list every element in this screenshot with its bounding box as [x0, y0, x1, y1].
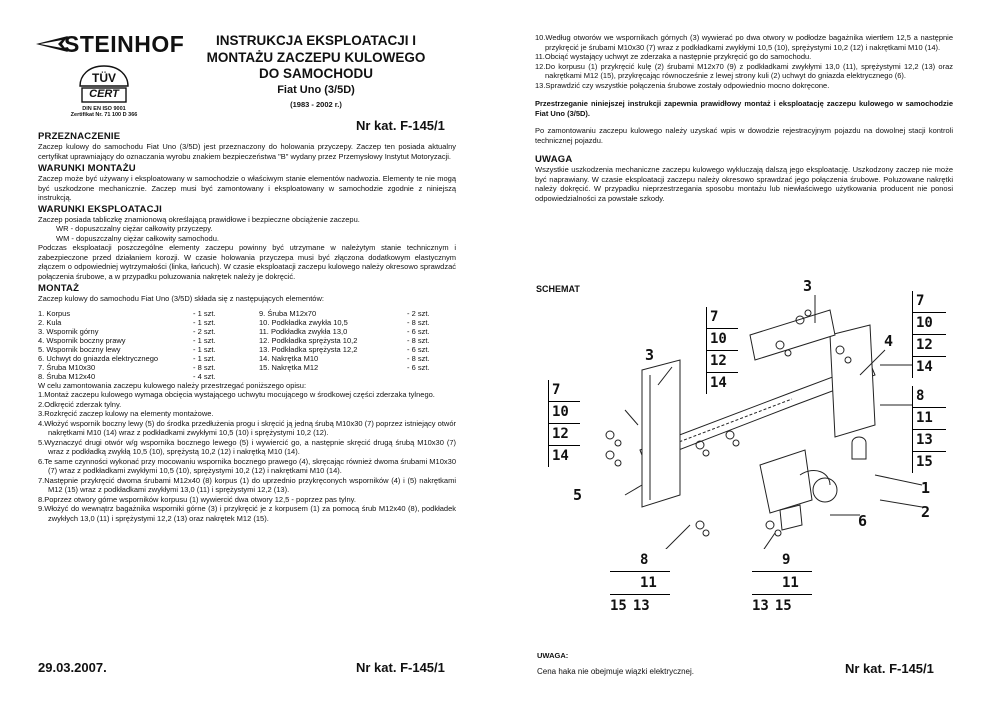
instruction-step: 4.Włożyć wspornik boczny lewy (5) do środka przedłużenia progu i skręcić ją jedną śrubą M10x30 (7) poprzez istniejący otwór nakrętkami M10 (14) wraz z podkładkami zwykłymi 10,5 (10) i sprężystymi 10,2 (12). [38, 418, 456, 437]
przeznaczenie-text: Zaczep kulowy do samochodu Fiat Uno (3/5D) jest przeznaczony do holowania przyczepy. Zaczep ten posiada aktualny certyfikat uprawniający do oznaczania wyrobu znakiem bezpieczeństwa "B" wydany przez Przemysłowy Instytut Motoryzacji. [38, 142, 456, 161]
section-title-montaz: MONTAŻ [38, 283, 80, 294]
instruction-step: 7.Następnie przykręcić dwoma śrubami M12x40 (8) korpus (1) do uprzednio przykręconych wsporników (4) i (5) nakrętkami M12 (15) wraz z podkładkami zwykłymi 13,0 (11) i sprężystymi 12,2 (13). [38, 475, 456, 494]
label-box-number: 10 [912, 312, 946, 334]
label-box-number: 12 [548, 423, 580, 445]
warning-bold: Przestrzeganie niniejszej instrukcji zapewnia prawidłowy montaż i eksploatację zaczepu kulowego w samochodzie Fiat Uno (3/5D). [535, 99, 953, 118]
footer-date: 29.03.2007. [38, 660, 107, 675]
vehicle-name: Fiat Uno (3/5D) [277, 84, 355, 96]
cert-line2: Zertifikat Nr. 71 100 D 366 [70, 112, 138, 118]
parts-row [38, 309, 456, 318]
part-qty: - 4 szt. [193, 371, 216, 381]
registration-note: Po zamontowaniu zaczepu kulowego należy uzyskać wpis w dowodzie rejestracyjnym pojazdu na dowolnej stacji kontroli technicznej pojazdu. [535, 126, 953, 145]
label-box-number: 11 [912, 407, 946, 429]
label-box-left [548, 380, 580, 467]
label-box-number: 7 [706, 307, 738, 328]
schematic-label-1: 1 [921, 479, 931, 497]
uwaga-text: Wszystkie uszkodzenia mechaniczne zaczepu kulowego wykluczają dalszą jego eksploatację. Uszkodzony zaczep nie może być naprawiany. W czasie eksploatacji zaczepu należy okresowo sprawdzać jego połączenia śrubowe. Poluzowane nakrętki należy dokręcić. W przypadku nieprzestrzegania sposobu montażu lub niewłaściwego użytkowania producent nie ponosi odpowiedzialności za powstałe szkody. [535, 165, 953, 203]
part-qty: - 8 szt. [407, 335, 430, 345]
label-box-number: 8 [640, 552, 649, 568]
vehicle-years: (1983 - 2002 r.) [290, 100, 342, 109]
label-box-number: 10 [706, 328, 738, 350]
label-box-bottom-left [610, 549, 670, 617]
part-qty: - 1 szt. [193, 308, 216, 318]
label-box-number: 12 [912, 334, 946, 356]
part-name [259, 372, 407, 381]
part-qty: - 1 szt. [193, 317, 216, 327]
label-box-number: 15 [610, 598, 627, 614]
tuv-bottom-text: CERT [89, 88, 119, 100]
part-qty: - 1 szt. [193, 335, 216, 345]
footer-catalog-left: Nr kat. F-145/1 [356, 660, 445, 675]
eksploatacja-intro: Zaczep posiada tabliczkę znamionową określającą prawidłowe i bezpieczne obciążenie zaczepu. [38, 214, 360, 224]
label-box-top-mid [706, 307, 738, 394]
part-name: 5. Wspornik boczny lewy [38, 344, 121, 354]
label-box-number: 14 [912, 356, 946, 378]
part-qty: - 1 szt. [193, 353, 216, 363]
section-title-warunki-eksploatacji: WARUNKI EKSPLOATACJI [38, 203, 162, 215]
steps-right-list [535, 33, 953, 90]
tuv-top-text: TÜV [92, 71, 116, 85]
schemat-title: SCHEMAT [536, 284, 580, 294]
schematic-label-3-top: 3 [803, 277, 813, 295]
label-box-number: 10 [548, 401, 580, 423]
label-box-number: 9 [782, 552, 791, 568]
montaz-intro: Zaczep kulowy do samochodu Fiat Uno (3/5D) składa się z następujących elementów: [38, 294, 324, 303]
label-box-number: 11 [782, 575, 799, 591]
wr-text: WR - dopuszczalny ciężar całkowity przyczepy. [56, 224, 213, 233]
instruction-step: 6.Te same czynności wykonać przy mocowaniu wspornika bocznego prawego (4), skręcając również dwoma śrubami M10x30 (7) wraz z podkładkami zwykłymi 10,5 (10), sprężystymi 10,2 (12) i nakrętkami M10 (14). [38, 456, 456, 475]
label-box-number: 15 [912, 451, 946, 473]
eksploatacja-text: Podczas eksploatacji poszczególne elementy zaczepu powinny być utrzymane w należytym stanie technicznym i zabezpieczone przed działaniem korozji. W czasie holowania przyczepa musi być złączona dodatkowym elastycznym złączem o odpowiedniej wytrzymałości (linka, łańcuch). W czasie eksploatacji zaczepu kulowego należy okresowo sprawdzać połączenia śrubowe, a w przypadku poluzowania nakrętek należy je dokręcić. [38, 243, 456, 281]
instruction-step: 13.Sprawdzić czy wszystkie połączenia śrubowe zostały odpowiednio mocno dokręcone. [535, 80, 830, 90]
part-name: 14. Nakrętka M10 [259, 353, 319, 363]
label-box-number: 13 [752, 598, 769, 614]
section-title-przeznaczenie: PRZEZNACZENIE [38, 131, 121, 142]
part-name: 1. Korpus [38, 308, 71, 318]
parts-row [38, 354, 456, 363]
schematic-label-3: 3 [645, 346, 655, 364]
part-name: 10. Podkładka zwykła 10,5 [259, 317, 348, 327]
instruction-step: 5.Wyznaczyć drugi otwór w/g wspornika bocznego lewego (5) i wywiercić go, a następnie skręcić drugą śrubą M10x30 (7) wraz z podkładką zwykłą 10,5 (10), sprężystą 10,2 (12) i nakrętką M10 (14). [38, 437, 456, 456]
steps-left-list [38, 390, 456, 523]
label-box-number: 7 [912, 291, 946, 312]
label-box-number: 13 [632, 598, 650, 614]
label-box-number: 15 [774, 598, 792, 614]
label-box-number: 8 [912, 386, 946, 407]
parts-row [38, 327, 456, 336]
part-qty: - 8 szt. [407, 353, 430, 363]
label-box-number: 7 [548, 380, 580, 401]
left-body [38, 131, 456, 523]
instruction-step: 2.Odkręcić zderzak tylny. [38, 399, 122, 409]
part-name: 12. Podkładka sprężysta 10,2 [259, 335, 358, 345]
part-name: 6. Uchwyt do gniazda elektrycznego [38, 353, 159, 363]
part-name: 3. Wspornik górny [38, 326, 99, 336]
schematic-label-2: 2 [921, 503, 931, 521]
part-qty: - 2 szt. [407, 308, 430, 318]
uwaga2-text: Cena haka nie obejmuje wiązki elektrycznej. [537, 667, 694, 676]
part-qty: - 6 szt. [407, 362, 430, 372]
uwaga2-title: UWAGA: [537, 651, 569, 660]
part-name: 8. Śruba M12x40 [38, 371, 96, 381]
label-box-number: 13 [912, 429, 946, 451]
cert-line1: DIN EN ISO 9001 [82, 106, 126, 112]
footer-catalog-right: Nr kat. F-145/1 [845, 661, 934, 676]
schematic-diagram [530, 275, 960, 635]
right-body [535, 33, 953, 203]
warunki-text: Zaczep może być używany i eksploatowany w samochodzie o właściwym stanie elementów nadwozia. Elementy te nie mogą być uszkodzone mechanicznie. Zaczep musi być zamontowany i eksploatowany w samochodzie zgodnie z niniejszą instrukcją. [38, 174, 456, 202]
label-box-right-mid [912, 386, 946, 473]
part-qty: - 6 szt. [407, 326, 430, 336]
label-box-right-top [912, 291, 946, 378]
part-name: 4. Wspornik boczny prawy [38, 335, 126, 345]
part-name: 7. Śruba M10x30 [38, 362, 96, 372]
part-name: 2. Kula [38, 317, 62, 327]
montaz-outro: W celu zamontowania zaczepu kulowego należy przestrzegać poniższego opisu: [38, 380, 307, 390]
label-box-number: 11 [640, 575, 657, 591]
part-qty: - 6 szt. [407, 344, 430, 354]
schematic-label-6: 6 [858, 512, 868, 530]
part-qty: - 2 szt. [193, 326, 216, 336]
part-name: 11. Podkładka zwykła 13,0 [259, 326, 348, 336]
schematic-label-5: 5 [573, 486, 583, 504]
parts-row [38, 345, 456, 354]
wm-text: WM - dopuszczalny ciężar całkowity samochodu. [56, 233, 219, 243]
part-qty: - 8 szt. [407, 317, 430, 327]
catalog-number-header: Nr kat. F-145/1 [356, 118, 445, 133]
part-name: 15. Nakrętka M12 [259, 362, 319, 372]
parts-row [38, 318, 456, 327]
label-box-bottom-mid [752, 549, 812, 617]
schematic-label-4: 4 [884, 332, 894, 350]
part-qty [407, 372, 456, 381]
part-qty: - 8 szt. [193, 362, 216, 372]
part-qty: - 1 szt. [193, 344, 216, 354]
parts-row [38, 363, 456, 372]
part-name: 9. Śruba M12x70 [259, 308, 317, 318]
uwaga-title: UWAGA [535, 154, 573, 165]
part-name: 13. Podkładka sprężysta 12,2 [259, 344, 358, 354]
brand-name: STEINHOF [64, 31, 185, 57]
instruction-step: 3.Rozkręcić zaczep kulowy na elementy montażowe. [38, 409, 214, 418]
instruction-step: 1.Montaż zaczepu kulowego wymaga obcięcia wystającego uchwytu mocującego w środkowej części zderzaka tylnego. [38, 390, 435, 399]
instruction-step: 12.Do korpusu (1) przykręcić kulę (2) śrubami M12x70 (9) z podkładkami zwykłymi 13,0 (11), sprężystymi 12,2 (13) oraz nakrętkami M12 (15), przykręcając równocześnie z lewej strony kuli (2) uchwyt do gniazda elektrycznego (6). [535, 61, 953, 80]
instruction-step: 9.Włożyć do wewnątrz bagażnika wsporniki górne (3) i przykręcić je z korpusem (1) za pomocą śrub M12x40 (8), podkładek zwykłych 13,0 (11) i sprężystymi 12,2 (13) oraz nakrętek M12 (15). [38, 504, 456, 523]
parts-row [38, 336, 456, 345]
parts-table [38, 309, 456, 381]
label-box-number: 12 [706, 350, 738, 372]
label-box-number: 14 [706, 372, 738, 394]
label-box-number: 14 [548, 445, 580, 467]
instruction-step: 11.Obciąć wystający uchwyt ze zderzaka a następnie przykręcić go do samochodu. [535, 52, 812, 61]
instruction-step: 10.Według otworów we wspornikach górnych (3) wywierać po dwa otwory w podłodze bagażnika wiertłem 12,5 a następnie przykręcić je śrubami M10x30 (7) wraz z podkładkami zwykłymi 10,5 (10), sprężystymi 10,2 (12) i nakrętkami M10 (14). [535, 33, 953, 52]
document-title: INSTRUKCJA EKSPLOATACJI I MONTAŻU ZACZEPU KULOWEGO DO SAMOCHODU [206, 33, 426, 81]
instruction-step: 8.Poprzez otwory górne wsporników korpusu (1) wywiercić dwa otwory 12,5 - poprzez pas tylny. [38, 494, 356, 504]
section-title-warunki-montazu: WARUNKI MONTAŻU [38, 163, 136, 174]
parts-row [38, 372, 456, 381]
